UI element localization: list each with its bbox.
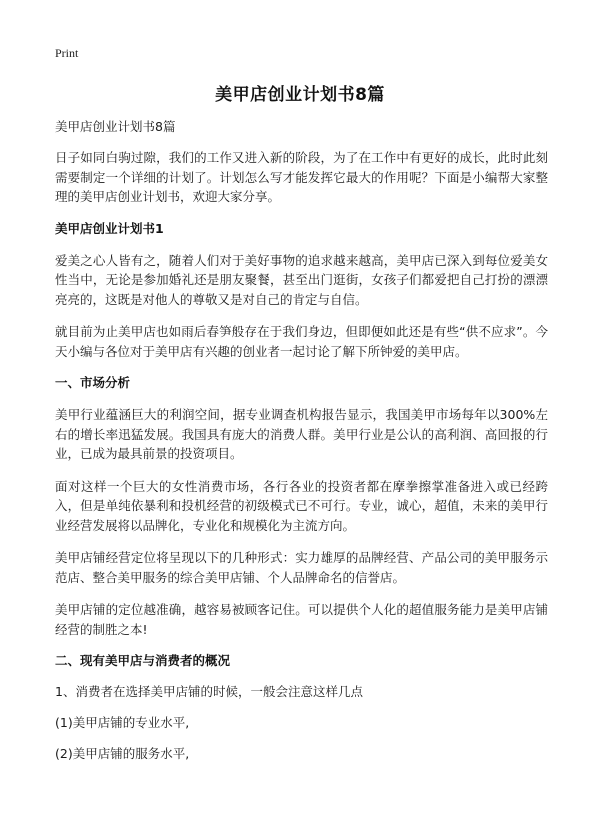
document-body <box>55 118 548 776</box>
print-label: Print <box>55 46 79 60</box>
list-item: 1、消费者在选择美甲店铺的时候，一般会注意这样几点 <box>55 684 363 699</box>
section-heading-plan-1: 美甲店创业计划书1 <box>55 220 164 236</box>
section-heading-consumer-overview: 二、现有美甲店与消费者的概况 <box>55 653 231 668</box>
list-item: (1)美甲店铺的专业水平, <box>55 715 190 730</box>
list-item: (2)美甲店铺的服务水平, <box>55 746 190 761</box>
document-subtitle: 美甲店创业计划书8篇 <box>55 119 176 134</box>
market-paragraph-1: 美甲行业蕴涵巨大的利润空间，据专业调查机构报告显示，我国美甲市场每年以300%左右的增长率迅猛发展。我国具有庞大的消费人群。美甲行业是公认的高利润、高回报的行业，已成为最具前景的投资项目。 <box>55 407 548 461</box>
market-paragraph-4: 美甲店铺的定位越准确，越容易被顾客记住。可以提供个人化的超值服务能力是美甲店铺经营的制胜之本! <box>55 602 548 637</box>
plan-1-paragraph-2: 就目前为止美甲店也如雨后春笋般存在于我们身边，但即便如此还是有些“供不应求”。今天小编与各位对于美甲店有兴趣的创业者一起讨论了解下所钟爱的美甲店。 <box>55 324 548 359</box>
market-paragraph-2: 面对这样一个巨大的女性消费市场，各行各业的投资者都在摩拳擦掌准备进入或已经跨入，但是单纯依暴利和投机经营的初级模式已不可行。专业，诚心，超值，未来的美甲行业经营发展将以品牌化，专业化和规模化为主流方向。 <box>55 478 548 533</box>
intro-paragraph: 日子如同白驹过隙，我们的工作又进入新的阶段，为了在工作中有更好的成长，此时此刻需要制定一个详细的计划了。计划怎么写才能发挥它最大的作用呢？下面是小编帮大家整理的美甲店创业计划书，欢迎大家分享。 <box>55 150 548 204</box>
document-title: 美甲店创业计划书8篇 <box>215 85 385 105</box>
section-heading-market-analysis: 一、市场分析 <box>55 375 131 390</box>
market-paragraph-3: 美甲店铺经营定位将呈现以下的几种形式：实力雄厚的品牌经营、产品公司的美甲服务示范店、整合美甲服务的综合美甲店铺、个人品牌命名的信誉店。 <box>55 550 548 585</box>
plan-1-paragraph-1: 爱美之心人皆有之，随着人们对于美好事物的追求越来越高，美甲店已深入到每位爱美女性当中，无论是参加婚礼还是朋友聚餐，甚至出门逛街，女孩子们都爱把自己打扮的漂漂亮亮的，这既是对他人的尊敬又是对自己的肯定与自信。 <box>55 252 548 307</box>
